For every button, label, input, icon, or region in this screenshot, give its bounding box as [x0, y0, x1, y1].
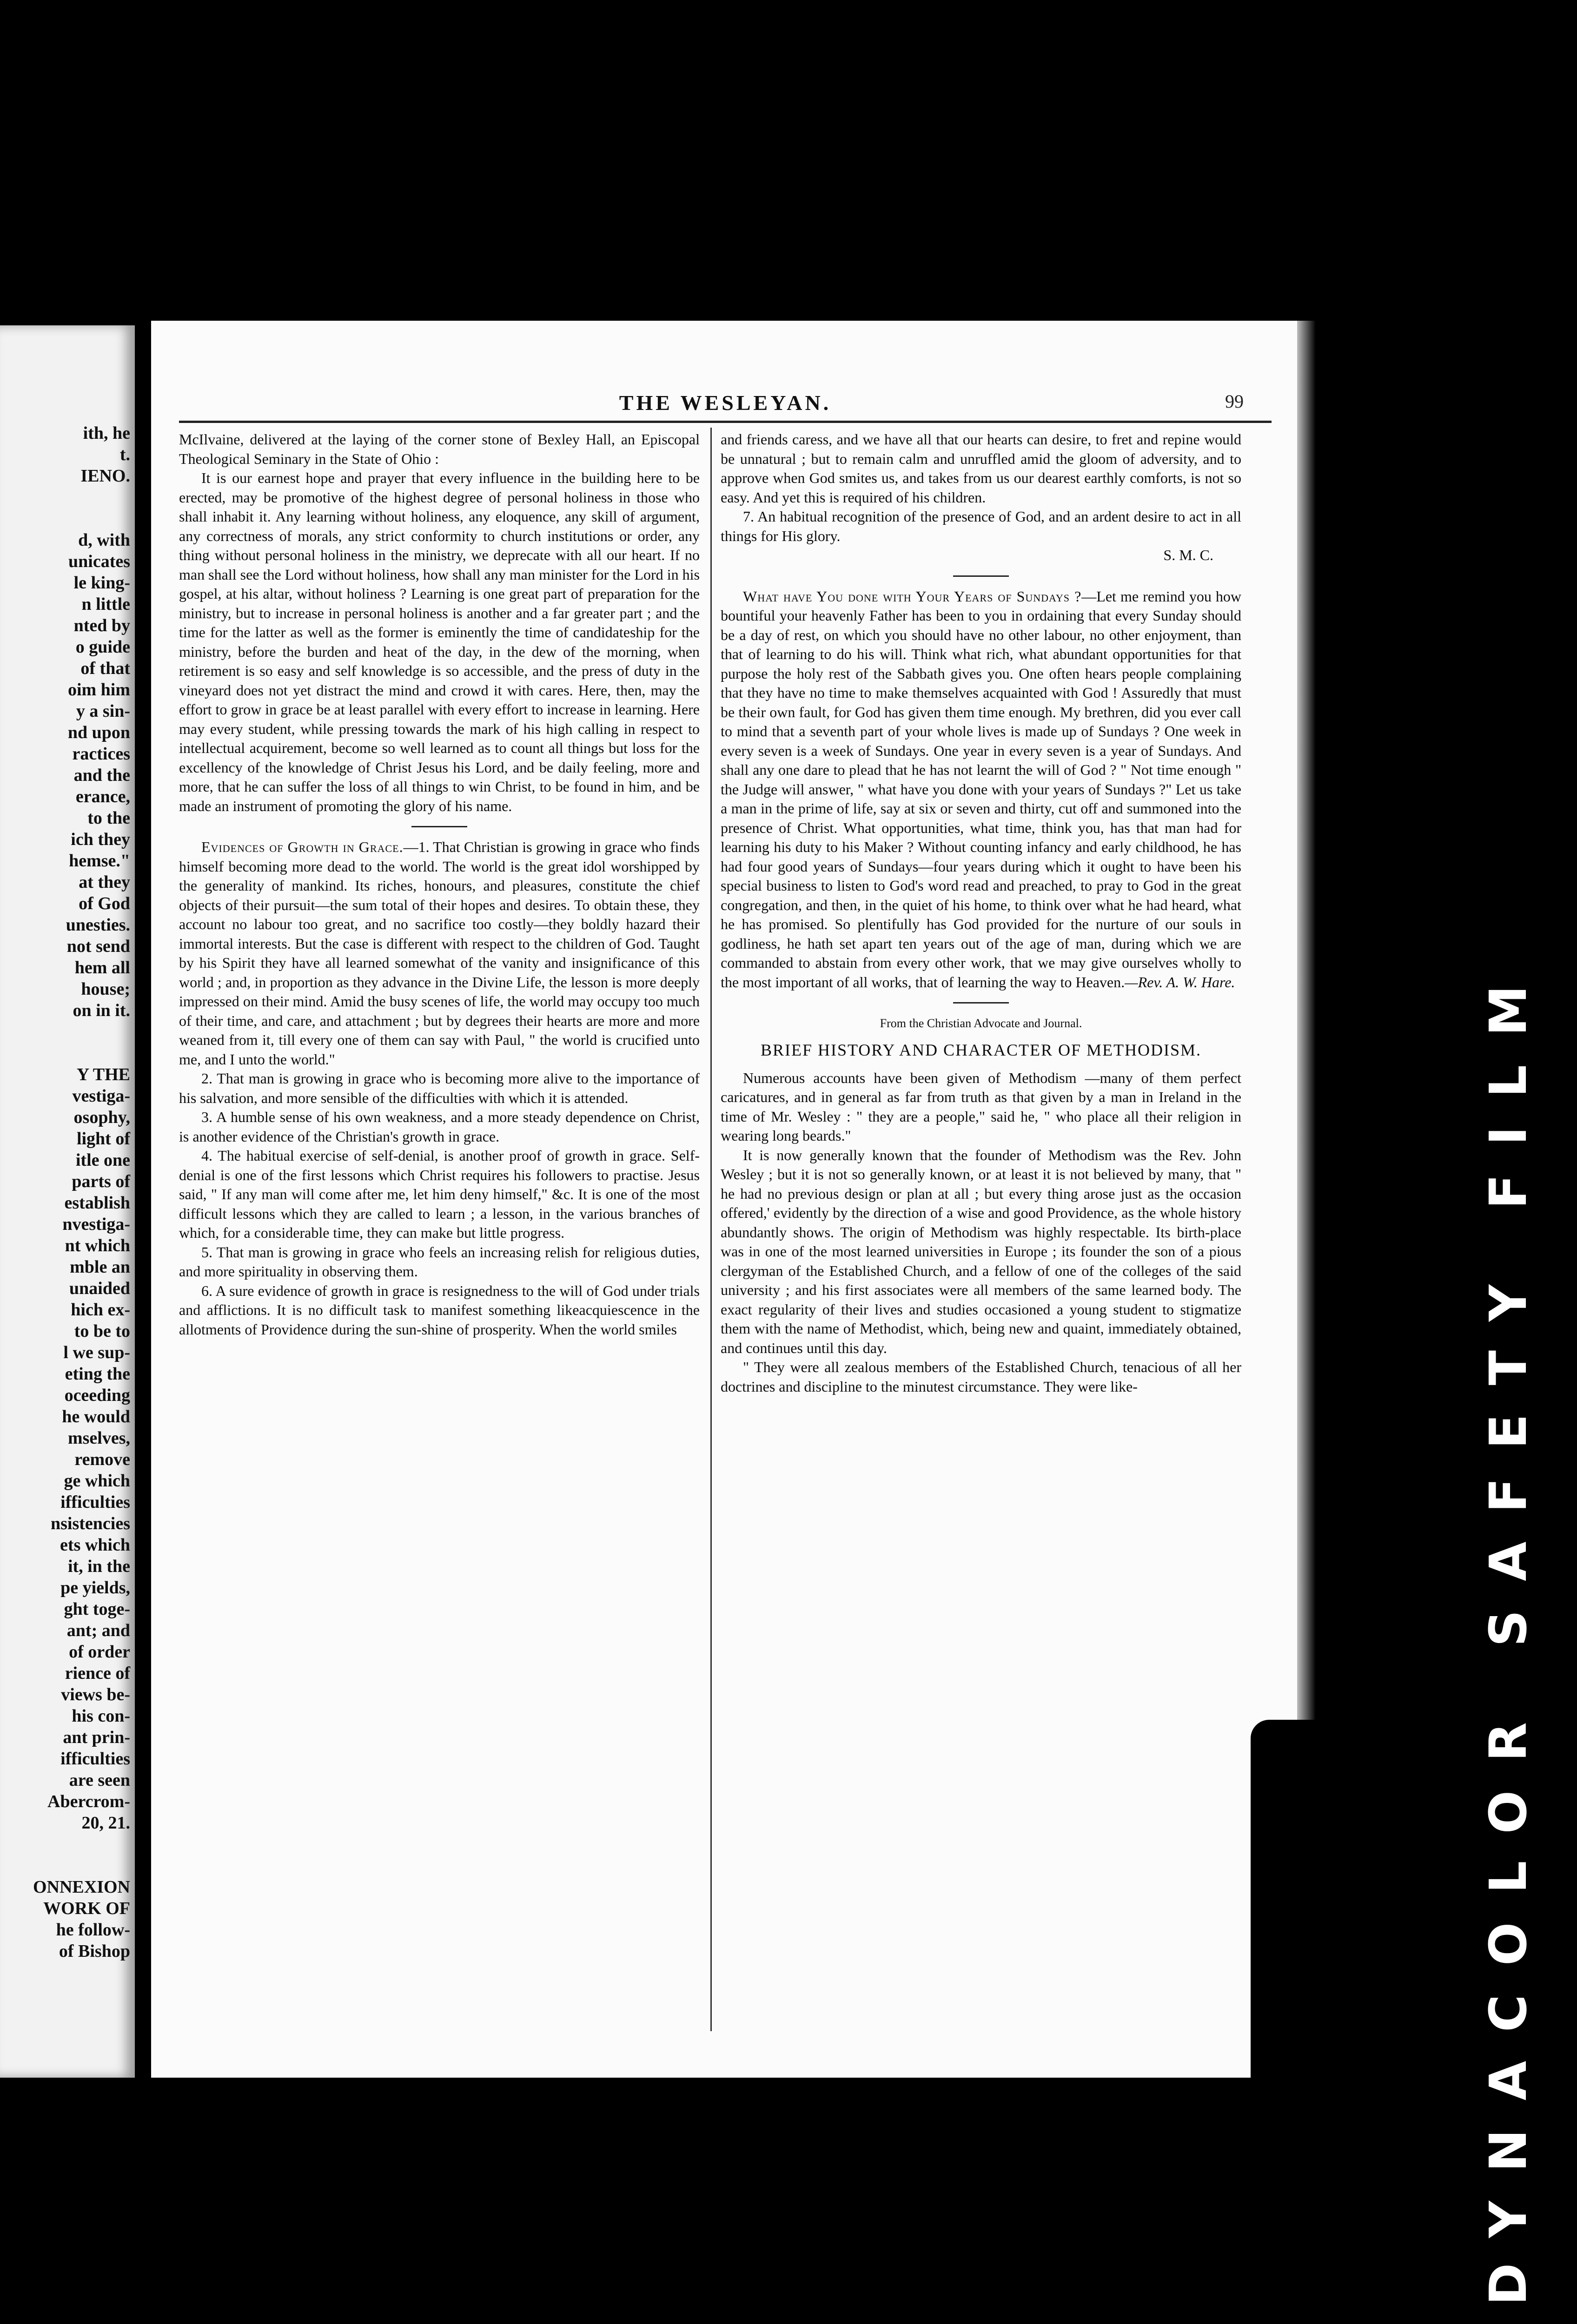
fragment-line: rience of: [65, 1664, 130, 1683]
fragment-line: Y THE: [76, 1065, 130, 1084]
fragment-line: of Bishop: [59, 1941, 130, 1961]
growth-paragraph-3: 3. A humble sense of his own weakness, and a more steady dependence on Christ, is another evidence of the Christian's growth in grace.: [179, 1109, 700, 1145]
fragment-line: WORK OF: [43, 1899, 130, 1918]
section-divider: [953, 1002, 1009, 1004]
fragment-line: remove: [74, 1450, 130, 1469]
signature: S. M. C.: [1163, 547, 1213, 563]
fragment-line: osophy,: [73, 1108, 130, 1127]
fragment-line: establish: [64, 1193, 130, 1213]
fragment-line: of that: [80, 659, 130, 678]
page-number: 99: [1225, 391, 1244, 412]
fragment-line: Abercrom-: [47, 1792, 130, 1811]
fragment-line: not send: [66, 937, 130, 956]
fragment-line: IENO.: [80, 466, 130, 486]
fragment-line: mble an: [70, 1257, 130, 1277]
section-divider: [411, 826, 467, 827]
sundays-heading: What have You done with Your Years of Sundays ?: [743, 588, 1082, 605]
methodism-paragraph-3: " They were all zealous members of the Established Church, tenacious of all her doctrines and discipline to the minutest circumstance. They were like-: [721, 1359, 1241, 1395]
fragment-line: he follow-: [56, 1920, 130, 1940]
fragment-line: of God: [79, 894, 130, 913]
fragment-line: at they: [79, 872, 130, 892]
fragment-line: on in it.: [73, 1001, 130, 1020]
growth-paragraph-5: 5. That man is growing in grace who feels an increasing relish for religious duties, and more spirituality in observing them.: [179, 1243, 700, 1280]
fragment-line: hich ex-: [71, 1300, 130, 1320]
page-header: [179, 390, 1272, 418]
growth-paragraph-7: 7. An habitual recognition of the presence of God, and an ardent desire to act in all things for His glory.: [721, 508, 1241, 544]
fragment-line: le king-: [73, 573, 130, 593]
fragment-line: erance,: [75, 787, 130, 806]
methodism-paragraph-1: Numerous accounts have been given of Methodism —many of them perfect caricatures, and in general as far from truth as that given by a man in Ireland in the time of Mr. Wesley : " they are a people," said he, " who place all their religion in wearing long beards.": [721, 1069, 1241, 1144]
fragment-line: t.: [119, 445, 130, 464]
fragment-line: ge which: [64, 1471, 130, 1491]
fragment-line: unicates: [68, 552, 130, 571]
fragment-line: house;: [81, 979, 130, 999]
fragment-line: nsistencies: [51, 1514, 130, 1533]
fragment-line: ich they: [71, 830, 130, 849]
growth-paragraph-6: 6. A sure evidence of growth in grace is resignedness to the will of God under trials and afflictions. It is no difficult task to manifest something likeacquiescence in the allotments of Providence during the sun-shine of prosperity. When the world smiles: [179, 1282, 700, 1338]
fragment-line: ractices: [72, 744, 130, 764]
column-rule: [710, 428, 712, 2031]
fragment-line: nd upon: [67, 723, 130, 742]
fragment-line: light of: [76, 1129, 130, 1149]
header-rule: [179, 421, 1272, 423]
right-column: [721, 430, 1241, 2034]
fragment-line: ant prin-: [63, 1728, 130, 1747]
film-edge-label: DYNACOLOR SAFETY FILM: [1478, 956, 1538, 2305]
growth-body-1: —1. That Christian is growing in grace who finds himself becoming more dead to the world. The world is the great idol worshipped by the generality of mankind. Its riches, honours, and pleasures, constitute the chief objects of their pursuit—the sum total of their hopes and desires. To obtain these, they account no labour too great, and no sacrifice too costly—they boldly hazard their immortal interests. But the case is different with respect to the children of God. Taught by his Spirit they have all learned somewhat of the vanity and insignificance of this world ; and, in proportion as they advance in the Divine Life, the lesson is more deeply impressed on their mind. Amid the busy scenes of life, the world may occupy too much of their time, and care, and attachment ; but by degrees their hearts are more and more weaned from it, till every one of them can say with Paul, " the world is crucified unto me, and I unto the world.": [179, 838, 700, 1068]
page-title: THE WESLEYAN.: [619, 391, 832, 415]
continued-paragraph: and friends caress, and we have all that our hearts can desire, to fret and repine would be unnatural ; but to remain calm and unruffled amid the gloom of adversity, and to approve when God smites us, and takes from us our dearest earthly comforts, is not so easy. And yet this is required of his children.: [721, 431, 1241, 506]
fragment-line: ifficulties: [60, 1749, 130, 1769]
fragment-line: pe yields,: [60, 1578, 130, 1598]
fragment-line: his con-: [72, 1706, 130, 1726]
torn-edge: [1251, 1720, 1334, 2106]
fragment-line: parts of: [72, 1172, 130, 1191]
fragment-line: mselves,: [67, 1428, 130, 1448]
fragment-line: l we sup-: [63, 1343, 130, 1362]
sundays-paragraph: [721, 587, 1241, 992]
growth-paragraph-2: 2. That man is growing in grace who is becoming more alive to the importance of his salvation, and more sensible of the difficulties with which it is attended.: [179, 1070, 700, 1106]
previous-page-fragment: [0, 325, 135, 2078]
sundays-body: —Let me remind you how bountiful your heavenly Father has been to you in ordaining that every Sunday should be a day of rest, on which you should have no other labour, no other enjoyment, than that of learning to do his will. Think what rich, what abundant opportunities for that purpose the holy rest of the Sabbath gives you. One often hears people complaining that they have no time to make themselves acquainted with God ! Assuredly that must be their own fault, for God has given them time enough. My brethren, did you ever call to mind that a seventh part of your whole lives is made up of Sundays ? One week in every seven is a week of Sundays. One year in every seven is a year of Sundays. And shall any one dare to plead that he has not learnt the will of God ? " Not time enough " the Judge will answer, " what have you done with your years of Sundays ?" Let us take a man in the prime of life, say at six or seven and thirty, cut off and summoned into the presence of Christ. What opportunities, what time, think you, has that man had for learning his duty to his Maker ? Without counting infancy and early childhood, he has had four good years of Sundays—four years during which it ought to have been his special business to listen to God's word read and preached, to pray to God in the great congregation, and then, in the quiet of his home, to think over what he had heard, what he has promised. So plentifully has God provided for the nurture of our souls in godliness, he hath set apart ten years out of the age of man, during which we are commanded to abstain from every other work, that we may give ourselves wholly to the most important of all works, that of learning the way to Heaven.: [721, 588, 1241, 990]
fragment-line: to the: [87, 808, 130, 828]
fragment-line: to be to: [74, 1321, 130, 1341]
fragment-line: ant; and: [66, 1621, 130, 1640]
fragment-line: 20, 21.: [81, 1813, 130, 1833]
fragment-line: unaided: [69, 1279, 130, 1298]
fragment-line: ght toge-: [64, 1599, 130, 1619]
left-column: [179, 430, 700, 2034]
growth-heading: Evidences of Growth in Grace.: [201, 838, 404, 855]
fragment-line: d, with: [78, 530, 130, 550]
holiness-paragraph: It is our earnest hope and prayer that every influence in the building here to be erected, may be promotive of the highest degree of personal holiness in those who shall inhabit it. Any learning without holiness, any eloquence, any skill of argument, any correctness of morals, any strict conformity to church institutions or order, any thing without personal holiness in the ministry, we deprecate with all our heart. If no man shall see the Lord without holiness, how shall any man minister for the Lord in his gospel, at his altar, without holiness ? Learning is one great part of preparation for the ministry, but to increase in personal holiness is another and a far greater part ; and the time for the latter as well as the former is eminently the time of candidateship for the ministry, before the burden and heat of the day, in the dew of the morning, when retirement is so easy and self knowledge is so accessible, and the press of duty in the vineyard does not yet distract the mind and crowd it with cares. Here, then, may the effort to grow in grace be at least parallel with every effort to increase in learning. Here may every student, while pressing towards the mark of his high calling in respect to intellectual acquirement, become so well learned as to count all things but loss for the excellency of the knowledge of Christ Jesus his Lord, and be daily feeling, more and more, that he can suffer the loss of all things to win Christ, to be found in him, and be made an instrument of promoting the glory of his name.: [179, 469, 700, 814]
fragment-line: oim him: [67, 680, 130, 700]
newspaper-page: [151, 321, 1299, 2078]
intro-paragraph: McIlvaine, delivered at the laying of the corner stone of Bexley Hall, an Episcopal Theological Seminary in the State of Ohio :: [179, 431, 700, 467]
fragment-line: it, in the: [67, 1557, 130, 1576]
fragment-line: o guide: [75, 637, 130, 657]
fragment-line: are seen: [69, 1770, 130, 1790]
article-headline: BRIEF HISTORY AND CHARACTER OF METHODISM.: [760, 1040, 1202, 1059]
fragment-line: he would: [62, 1407, 130, 1426]
fragment-line: itle one: [75, 1150, 130, 1170]
fragment-line: nvestiga-: [62, 1215, 130, 1234]
methodism-paragraph-2: It is now generally known that the founder of Methodism was the Rev. John Wesley ; but it is not so generally known, or at least it is not believed by many, that " he had no previous design or plan at all ; but every thing arose just as the occasion offered,' evidently by the direction of a wise and good Providence, as the whole history abundantly shows. The origin of Methodism was highly respectable. Its birth-place was in one of the most learned universities in Europe ; its founder the son of a pious clergyman of the Established Church, and a fellow of one of the colleges of the said university ; and his first associates were all members of the same learned body. The exact regularity of their lives and studies occasioned a young student to stigmatize them with the name of Methodist, which, being new and quaint, immediately obtained, and continues until this day.: [721, 1146, 1241, 1356]
fragment-line: eting the: [65, 1364, 130, 1384]
fragment-line: hemse.": [69, 851, 130, 871]
fragment-line: ith, he: [83, 423, 130, 443]
fragment-line: ifficulties: [60, 1492, 130, 1512]
fragment-line: y a sin-: [76, 701, 130, 721]
fragment-line: ONNEXION: [33, 1877, 130, 1897]
growth-paragraph-4: 4. The habitual exercise of self-denial, is another proof of growth in grace. Self-denial is one of the first lessons which Christ requires his followers to practise. Jesus said, " If any man will come after me, let him deny himself," &c. It is one of the most difficult lessons which they are called to learn ; a lesson, in the various branches of which, for a considerable time, they can make but little progress.: [179, 1147, 700, 1241]
fragment-line: nted by: [73, 616, 130, 635]
section-divider: [953, 575, 1009, 577]
source-line: From the Christian Advocate and Journal.: [880, 1017, 1082, 1030]
fragment-line: nt which: [65, 1236, 130, 1255]
growth-paragraph-1: [179, 838, 700, 1069]
fragment-line: unesties.: [66, 915, 130, 935]
fragment-line: oceeding: [64, 1386, 130, 1405]
sundays-attribution: —Rev. A. W. Hare.: [1125, 973, 1235, 990]
fragment-line: hem all: [74, 958, 130, 977]
fragment-line: ets which: [60, 1535, 130, 1555]
fragment-line: vestiga-: [72, 1086, 130, 1106]
fragment-line: of order: [69, 1642, 130, 1662]
fragment-line: and the: [73, 766, 130, 785]
fragment-line: n little: [81, 594, 130, 614]
fragment-line: views be-: [61, 1685, 130, 1704]
